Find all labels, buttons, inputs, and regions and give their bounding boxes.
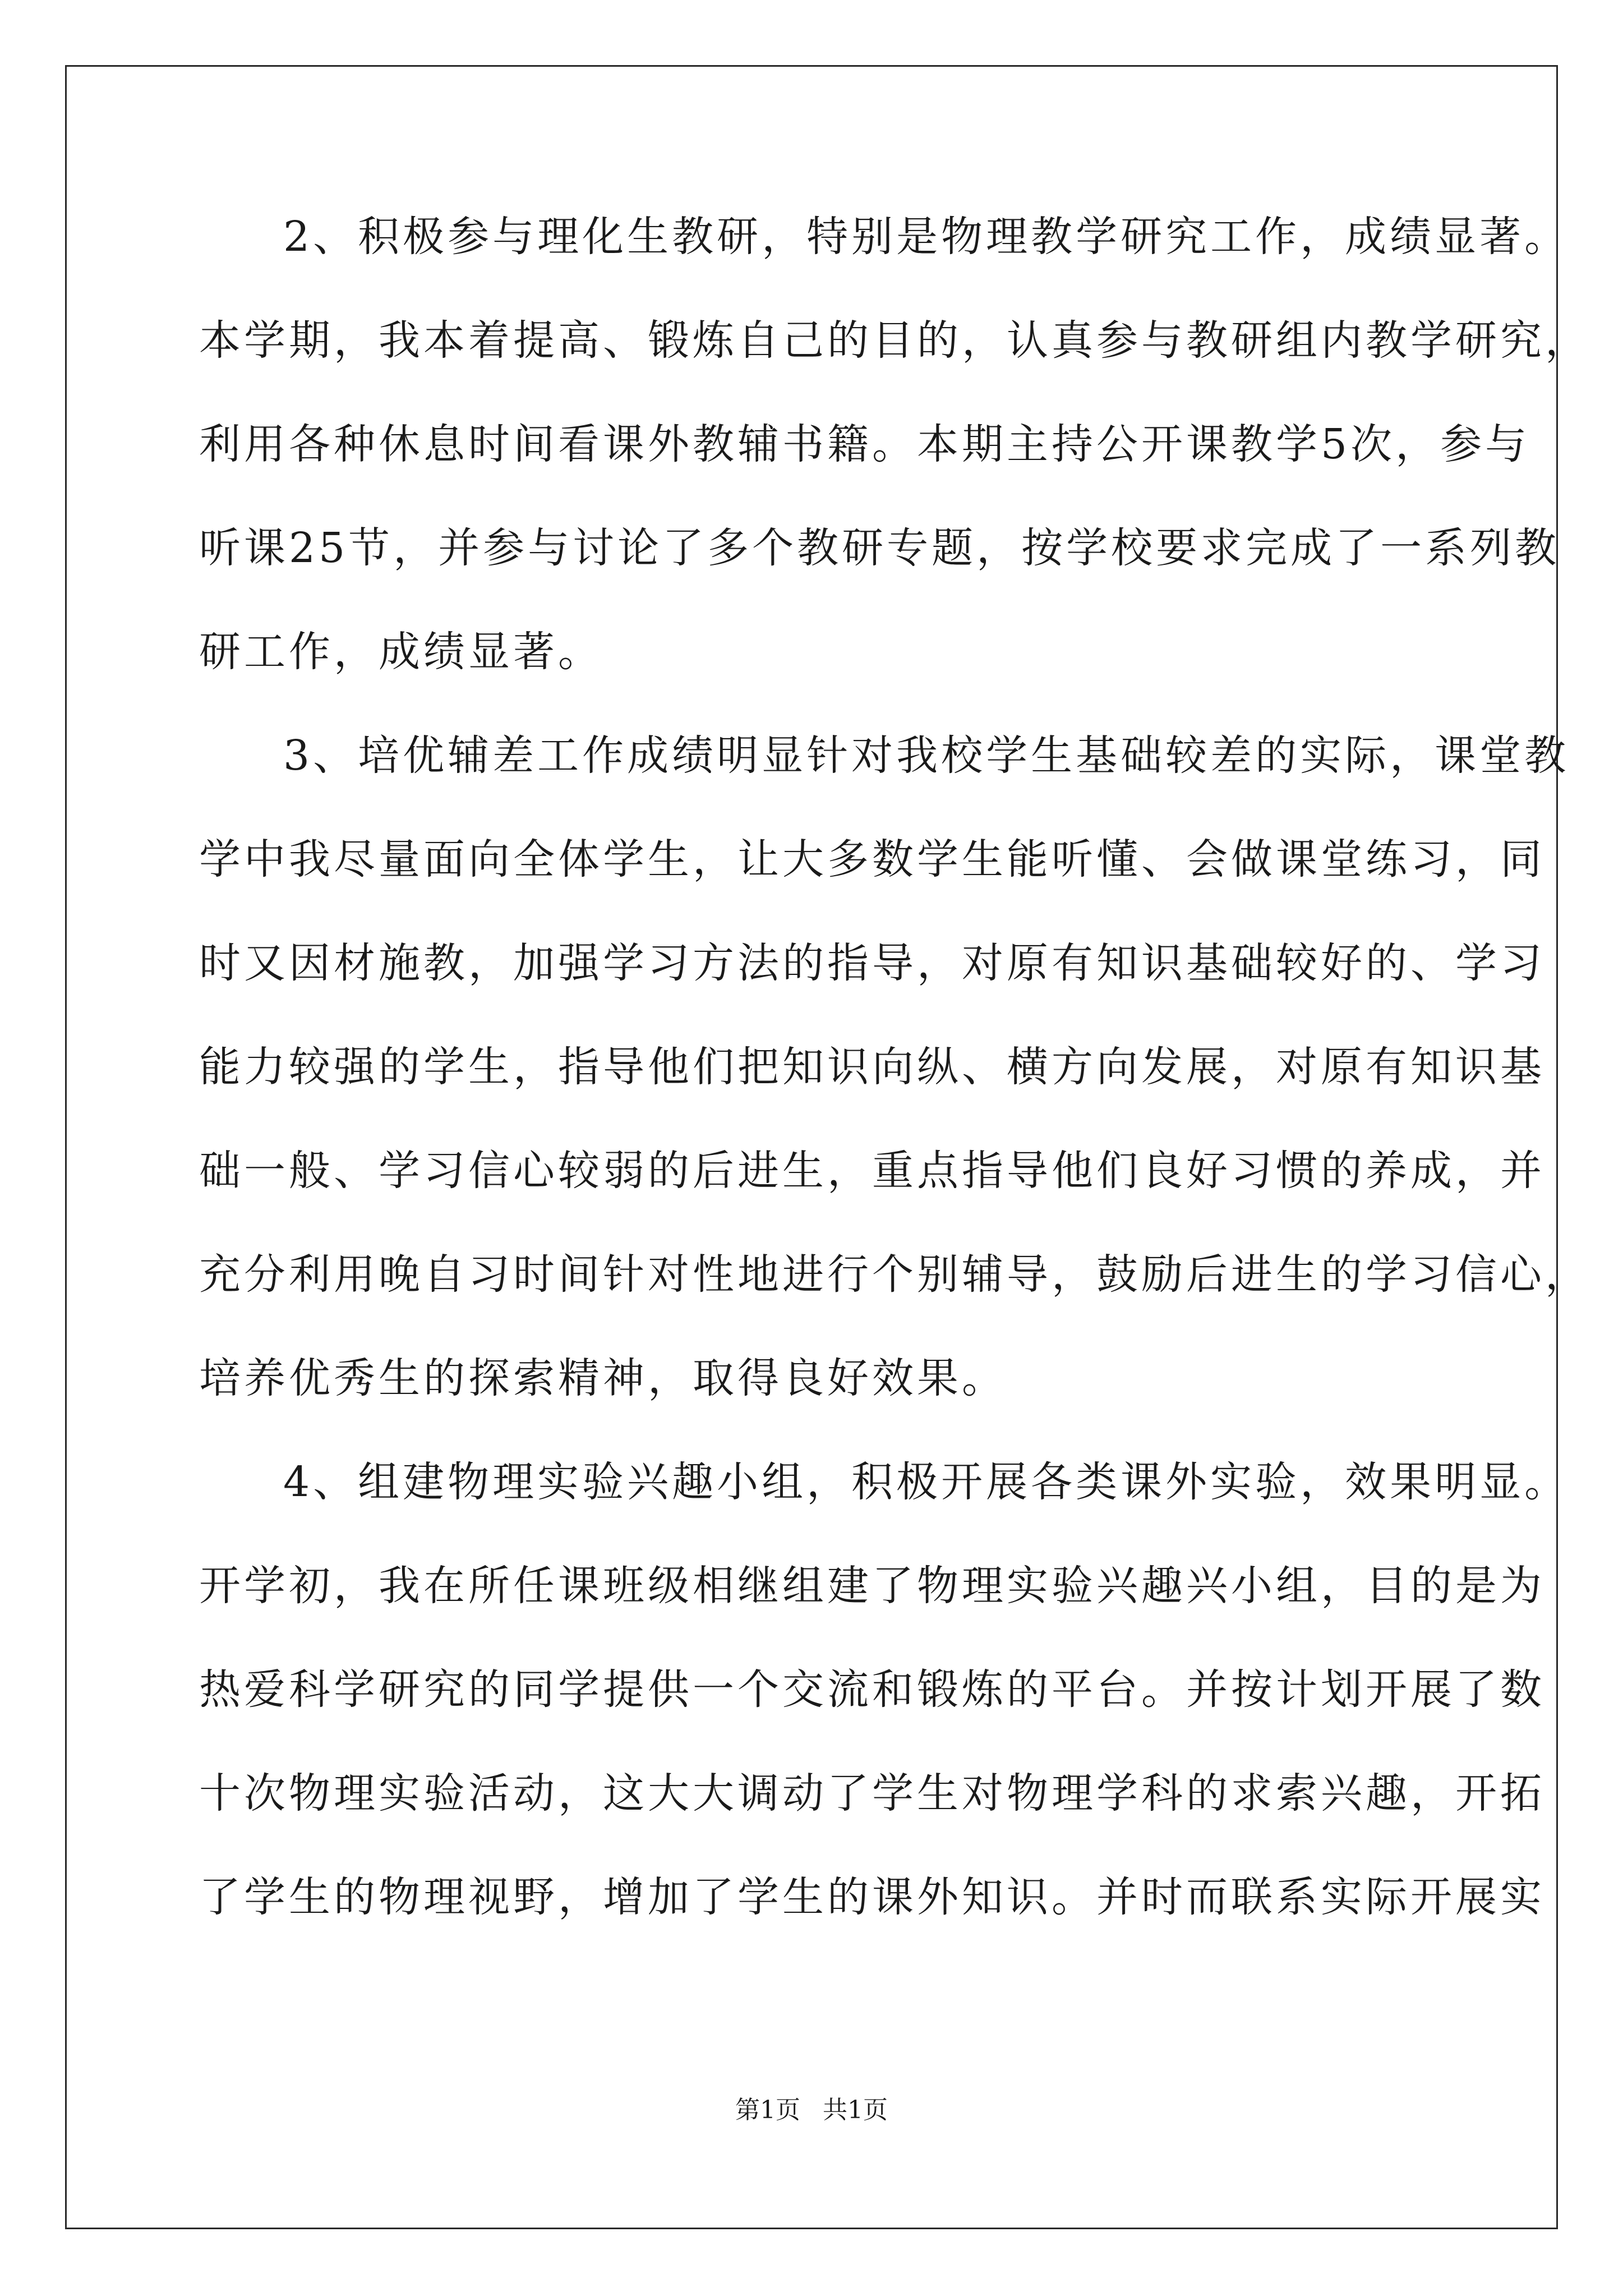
text-line: 开学初，我在所任课班级相继组建了物理实验兴趣兴小组，目的是为 (199, 1562, 1545, 1610)
text-line: 4、组建物理实验兴趣小组，积极开展各类课外实验，效果明显。 (283, 1458, 1570, 1506)
text-line: 时又因材施教，加强学习方法的指导，对原有知识基础较好的、学习 (199, 939, 1545, 987)
text-line: 充分利用晚自习时间针对性地进行个别辅导，鼓励后进生的学习信心， (199, 1250, 1590, 1299)
paragraph (199, 704, 1590, 1430)
text-line: 培养优秀生的探索精神，取得良好效果。 (199, 1354, 1007, 1402)
text-line: 2、积极参与理化生教研，特别是物理教学研究工作，成绩显著。 (283, 213, 1570, 261)
text-line: 听课25节，并参与讨论了多个教研专题，按学校要求完成了一系列教 (199, 524, 1560, 572)
text-line: 十次物理实验活动，这大大调动了学生对物理学科的求索兴趣，开拓 (199, 1769, 1545, 1818)
page-number: 第1页 (735, 2096, 800, 2124)
document-body (199, 185, 1590, 1949)
text-line: 利用各种休息时间看课外教辅书籍。本期主持公开课教学5次，参与 (199, 420, 1530, 468)
text-line: 3、培优辅差工作成绩明显针对我校学生基础较差的实际，课堂教 (283, 731, 1570, 780)
text-line: 研工作，成绩显著。 (199, 628, 603, 676)
page-total: 共1页 (823, 2096, 888, 2124)
paragraph (199, 185, 1590, 704)
text-line: 能力较强的学生，指导他们把知识向纵、横方向发展，对原有知识基 (199, 1043, 1545, 1091)
page-footer (0, 2090, 1623, 2125)
text-line: 热爱科学研究的同学提供一个交流和锻炼的平台。并按计划开展了数 (199, 1665, 1545, 1714)
paragraph (199, 1430, 1570, 1949)
text-line: 础一般、学习信心较弱的后进生，重点指导他们良好习惯的养成，并 (199, 1147, 1545, 1195)
text-line: 了学生的物理视野，增加了学生的课外知识。并时而联系实际开展实 (199, 1873, 1545, 1921)
text-line: 本学期，我本着提高、锻炼自己的目的，认真参与教研组内教学研究， (199, 316, 1590, 365)
text-line: 学中我尽量面向全体学生，让大多数学生能听懂、会做课堂练习，同 (199, 835, 1545, 884)
